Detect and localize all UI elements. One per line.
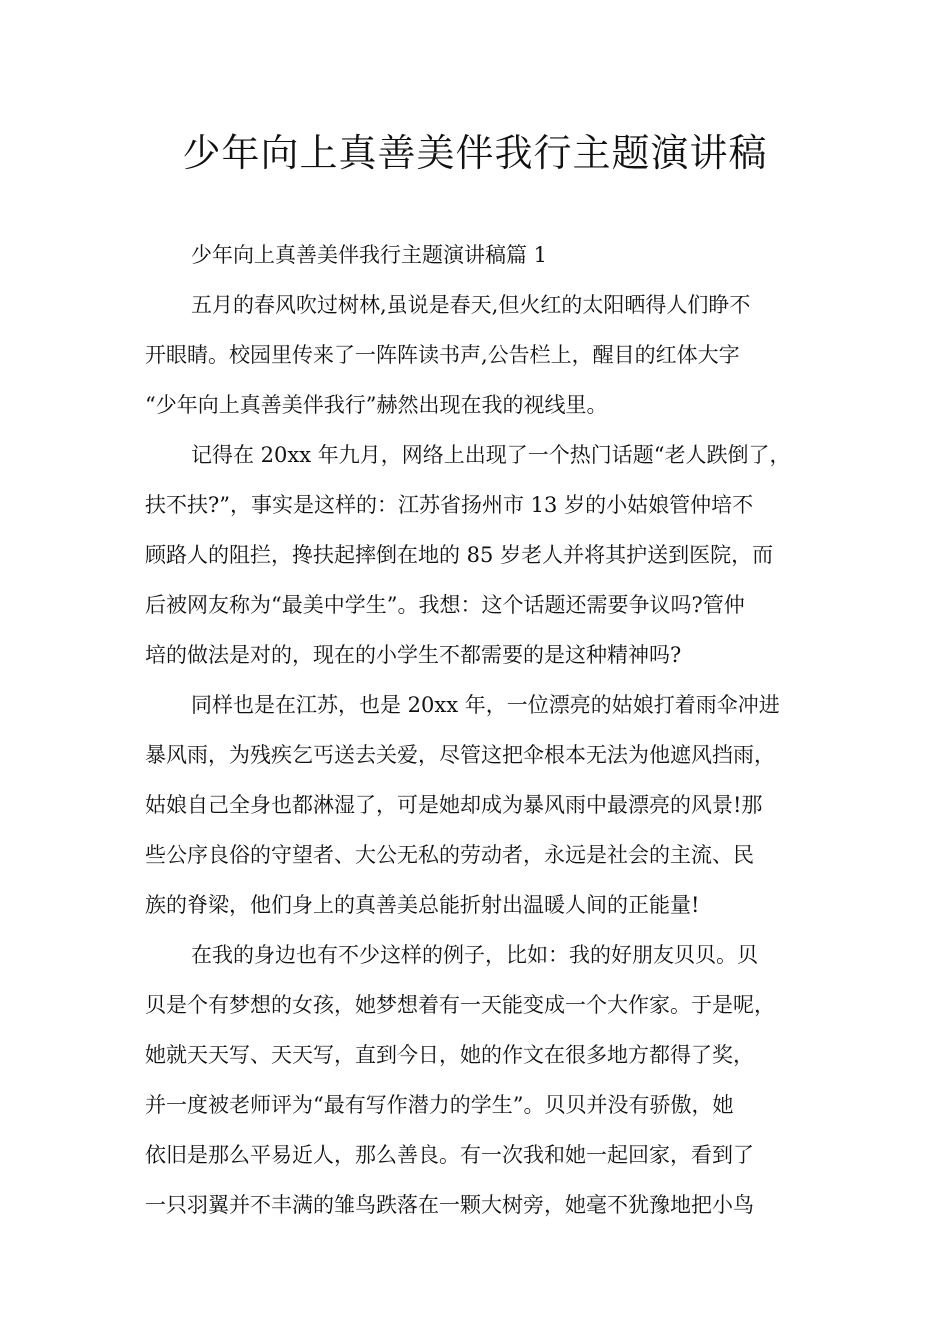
paragraph-line: 姑娘自己全身也都淋湿了，可是她却成为暴风雨中最漂亮的风景!那	[145, 793, 763, 817]
paragraph-first-line: 少年向上真善美伴我行主题演讲稿篇 1	[191, 243, 548, 267]
paragraph-line: 扶不扶?”，事实是这样的：江苏省扬州市 13 岁的小姑娘管仲培不	[145, 493, 754, 517]
paragraph-first-line: 同样也是在江苏，也是 20xx 年，一位漂亮的姑娘打着雨伞冲进	[191, 693, 780, 717]
paragraph-line: 开眼睛。校园里传来了一阵阵读书声,公告栏上，醒目的红体大字	[145, 343, 740, 367]
paragraph-line: 顾路人的阻拦，搀扶起摔倒在地的 85 岁老人并将其护送到医院，而	[145, 543, 774, 567]
paragraph-line: 她就天天写、天天写，直到今日，她的作文在很多地方都得了奖，	[145, 1043, 754, 1067]
paragraph-first-line: 五月的春风吹过树林,虽说是春天,但火红的太阳晒得人们睁不	[191, 293, 751, 317]
paragraph-line: “少年向上真善美伴我行”赫然出现在我的视线里。	[145, 393, 608, 417]
document-body	[145, 230, 810, 1230]
paragraph-line: 暴风雨，为残疾乞丐送去关爱，尽管这把伞根本无法为他遮风挡雨，	[145, 743, 775, 767]
document-title: 少年向上真善美伴我行主题演讲稿	[182, 131, 768, 175]
paragraph-line: 并一度被老师评为“最有写作潜力的学生”。贝贝并没有骄傲，她	[145, 1093, 734, 1117]
paragraph-line: 些公序良俗的守望者、大公无私的劳动者，永远是社会的主流、民	[145, 843, 754, 867]
paragraph-line: 一只羽翼并不丰满的雏鸟跌落在一颗大树旁，她毫不犹豫地把小鸟	[145, 1193, 754, 1217]
paragraph-line: 后被网友称为“最美中学生”。我想：这个话题还需要争议吗?管仲	[145, 593, 745, 617]
paragraph-line: 贝是个有梦想的女孩，她梦想着有一天能变成一个大作家。于是呢，	[145, 993, 775, 1017]
paragraph-first-line: 记得在 20xx 年九月，网络上出现了一个热门话题“老人跌倒了，	[191, 443, 791, 467]
paragraph-line: 培的做法是对的，现在的小学生不都需要的是这种精神吗?	[145, 643, 682, 667]
paragraph-first-line: 在我的身边也有不少这样的例子，比如：我的好朋友贝贝。贝	[191, 943, 758, 967]
paragraph-line: 依旧是那么平易近人，那么善良。有一次我和她一起回家，看到了	[145, 1143, 754, 1167]
paragraph-line: 族的脊梁，他们身上的真善美总能折射出温暖人间的正能量!	[145, 893, 700, 917]
